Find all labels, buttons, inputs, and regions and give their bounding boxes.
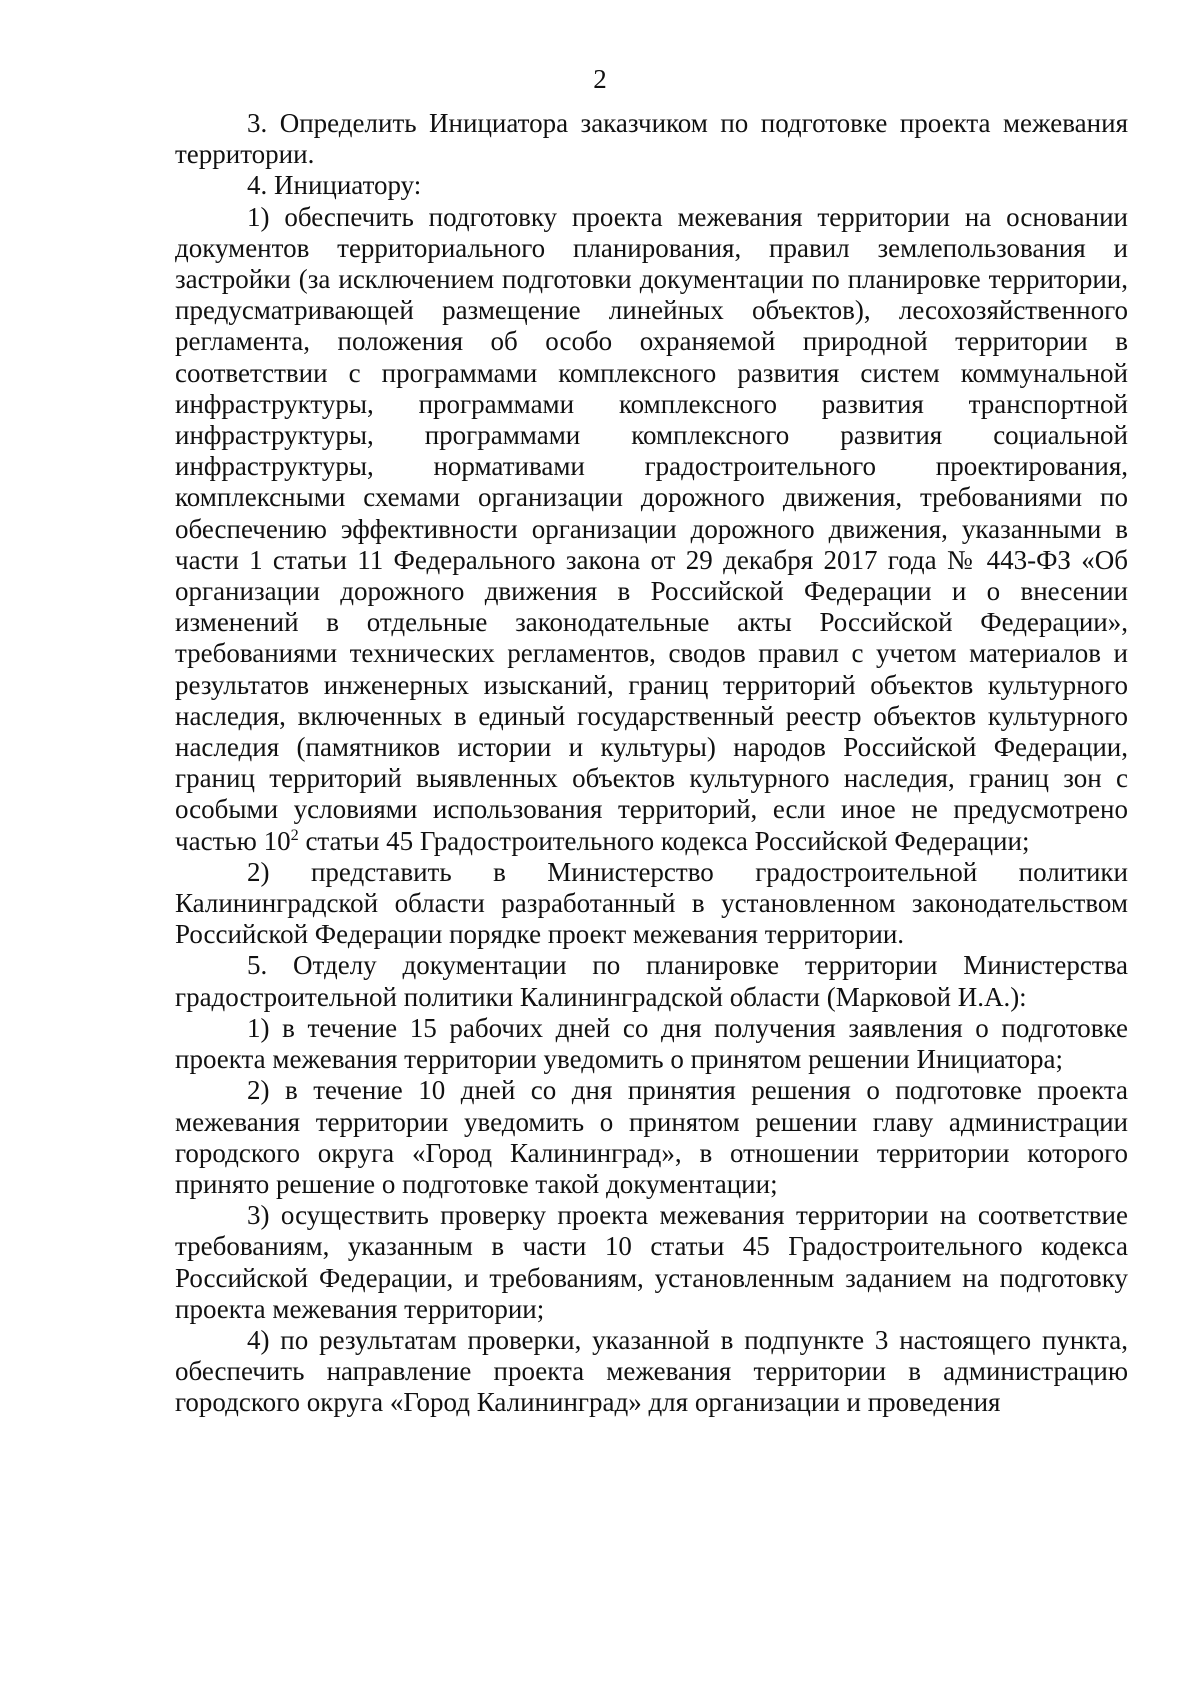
paragraph-4-1-text: 1) обеспечить подготовку проекта межевания территории на основании документов территориального планирования, правил землепользования и застройки (за исключением подготовки документации по планировке территории, предусматривающей размещение линейных объектов), лесохозяйственного регламента, положения об особо охраняемой природной территории в соответствии с программами комплексного развития систем коммунальной инфраструктуры, программами комплексного развития транспортной инфраструктуры, программами комплексного развития социальной инфраструктуры, нормативами градостроительного проектирования, комплексными схемами организации дорожного движения, требованиями по обеспечению эффективности организации дорожного движения, указанными в части 1 статьи 11 Федерального закона от 29 декабря 2017 года № 443-ФЗ «Об организации дорожного движения в Российской Федерации и о внесении изменений в отдельные законодательные акты Российской Федерации», требованиями технических регламентов, сводов правил с учетом материалов и результатов инженерных изысканий, границ территорий объектов культурного наследия, включенных в единый государственный реестр объектов культурного наследия (памятников истории и культуры) народов Российской Федерации, границ территорий выявленных объектов культурного наследия, границ зон с особыми условиями использования территорий, если иное не предусмотрено частью: [175, 201, 1128, 856]
paragraph-3: 3. Определить Инициатора заказчиком по подготовке проекта межевания территории.: [175, 108, 1128, 170]
part-superscript: 2: [290, 825, 299, 844]
page-number: 2: [593, 64, 607, 94]
paragraph-5-3: 3) осуществить проверку проекта межевания территории на соответствие требованиям, указанным в части 10 статьи 45 Градостроительного кодекса Российской Федерации, и требованиям, установленным заданием на подготовку проекта межевания территории;: [175, 1200, 1128, 1324]
paragraph-5-1: 1) в течение 15 рабочих дней со дня получения заявления о подготовке проекта межевания территории уведомить о принятом решении Инициатора;: [175, 1012, 1128, 1075]
paragraph-4-2: 2) представить в Министерство градостроительной политики Калининградской области разработанный в установленном законодательством Российской Федерации порядке проект межевания территории.: [175, 856, 1128, 950]
paragraph-5-2: 2) в течение 10 дней со дня принятия решения о подготовке проекта межевания территории уведомить о принятом решении главу администрации городского округа «Город Калининград», в отношении территории которого принято решение о подготовке такой документации;: [175, 1075, 1128, 1199]
paragraph-5: 5. Отделу документации по планировке территории Министерства градостроительной политики Калининградской области (Марковой И.А.):: [175, 950, 1128, 1012]
document-body: [175, 108, 1128, 1419]
paragraph-5-4: 4) по результатам проверки, указанной в подпункте 3 настоящего пункта, обеспечить направление проекта межевания территории в администрацию городского округа «Город Калининград» для организации и проведения: [175, 1324, 1128, 1418]
paragraph-4-1-tail: статьи 45 Градостроительного кодекса Российской Федерации;: [298, 825, 1030, 856]
paragraph-4: 4. Инициатору:: [247, 170, 422, 201]
paragraph-4-1: [175, 202, 1128, 857]
part-number: 10: [263, 825, 291, 856]
